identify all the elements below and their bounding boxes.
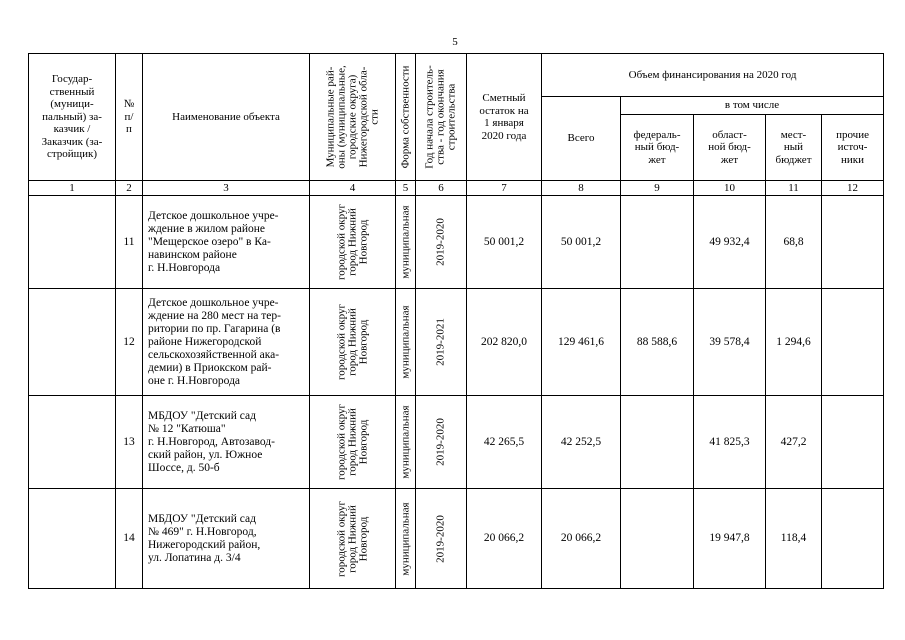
estimate-cell: 20 066,2: [467, 489, 542, 589]
header-district: Муниципальные рай- оны (муниципальные, городские округа) Нижегородской обла- сти: [310, 54, 396, 181]
index-cell: 9: [621, 181, 694, 196]
index-cell: 10: [694, 181, 766, 196]
federal-cell: 88 588,6: [621, 289, 694, 396]
header-funding: Объем финансирования на 2020 год: [542, 54, 884, 97]
financing-table: [28, 53, 884, 589]
object-name: МБДОУ "Детский сад № 12 "Катюша" г. Н.Новгород, Автозавод- ский район, ул. Южное Шоссе, д. 50-б: [143, 396, 310, 489]
district-cell: городской округ город Нижний Новгород: [310, 289, 396, 396]
index-cell: 3: [143, 181, 310, 196]
federal-cell: [621, 489, 694, 589]
district-cell: городской округ город Нижний Новгород: [310, 196, 396, 289]
years-cell: 2019-2020: [416, 396, 467, 489]
header-number: № п/ п: [116, 54, 143, 181]
header-including: в том числе: [621, 97, 884, 115]
row-number: 12: [116, 289, 143, 396]
customer-cell: [29, 396, 116, 489]
index-cell: 11: [766, 181, 822, 196]
local-cell: 1 294,6: [766, 289, 822, 396]
row-number: 11: [116, 196, 143, 289]
header-regional: област- ной бюд- жет: [694, 115, 766, 181]
other-cell: [822, 396, 884, 489]
total-cell: 20 066,2: [542, 489, 621, 589]
header-object-name: Наименование объекта: [143, 54, 310, 181]
index-cell: 2: [116, 181, 143, 196]
estimate-cell: 202 820,0: [467, 289, 542, 396]
header-estimate: Сметный остаток на 1 января 2020 года: [467, 54, 542, 181]
customer-cell: [29, 489, 116, 589]
index-cell: 4: [310, 181, 396, 196]
header-years: Год начала строитель- ства - год окончания строительства: [416, 54, 467, 181]
table-row: [29, 489, 884, 589]
header-customer: Государ- ственный (муници- пальный) за- казчик / Заказчик (за- стройщик): [29, 54, 116, 181]
index-cell: 8: [542, 181, 621, 196]
index-cell: 12: [822, 181, 884, 196]
ownership-cell: муниципальная: [396, 289, 416, 396]
table-row: [29, 196, 884, 289]
object-name: Детское дошкольное учре- ждение на 280 мест на тер- ритории по пр. Гагарина (в районе Нижегородской сельскохозяйственной ака- демии) в Приокском рай- оне г. Н.Новгорода: [143, 289, 310, 396]
estimate-cell: 50 001,2: [467, 196, 542, 289]
district-cell: городской округ город Нижний Новгород: [310, 489, 396, 589]
regional-cell: 41 825,3: [694, 396, 766, 489]
other-cell: [822, 289, 884, 396]
regional-cell: 49 932,4: [694, 196, 766, 289]
ownership-cell: муниципальная: [396, 489, 416, 589]
other-cell: [822, 196, 884, 289]
district-cell: городской округ город Нижний Новгород: [310, 396, 396, 489]
table-row: [29, 396, 884, 489]
local-cell: 118,4: [766, 489, 822, 589]
row-number: 14: [116, 489, 143, 589]
total-cell: 42 252,5: [542, 396, 621, 489]
estimate-cell: 42 265,5: [467, 396, 542, 489]
header-other: прочие источ- ники: [822, 115, 884, 181]
table-row: [29, 289, 884, 396]
federal-cell: [621, 396, 694, 489]
row-number: 13: [116, 396, 143, 489]
header-ownership: Форма собственности: [396, 54, 416, 181]
index-cell: 6: [416, 181, 467, 196]
customer-cell: [29, 196, 116, 289]
total-cell: 50 001,2: [542, 196, 621, 289]
total-cell: 129 461,6: [542, 289, 621, 396]
years-cell: 2019-2020: [416, 489, 467, 589]
years-cell: 2019-2020: [416, 196, 467, 289]
years-cell: 2019-2021: [416, 289, 467, 396]
page-number: 5: [452, 36, 458, 48]
object-name: МБДОУ "Детский сад № 469" г. Н.Новгород, Нижегородский район, ул. Лопатина д. 3/4: [143, 489, 310, 589]
regional-cell: 19 947,8: [694, 489, 766, 589]
local-cell: 68,8: [766, 196, 822, 289]
index-cell: 5: [396, 181, 416, 196]
ownership-cell: муниципальная: [396, 396, 416, 489]
header-local: мест- ный бюджет: [766, 115, 822, 181]
header-federal: федераль- ный бюд- жет: [621, 115, 694, 181]
header-total: Всего: [542, 97, 621, 181]
index-cell: 1: [29, 181, 116, 196]
ownership-cell: муниципальная: [396, 196, 416, 289]
index-row: [29, 181, 884, 196]
index-cell: 7: [467, 181, 542, 196]
customer-cell: [29, 289, 116, 396]
local-cell: 427,2: [766, 396, 822, 489]
object-name: Детское дошкольное учре- ждение в жилом районе "Мещерское озеро" в Ка- навинском районе г. Н.Новгорода: [143, 196, 310, 289]
federal-cell: [621, 196, 694, 289]
regional-cell: 39 578,4: [694, 289, 766, 396]
other-cell: [822, 489, 884, 589]
